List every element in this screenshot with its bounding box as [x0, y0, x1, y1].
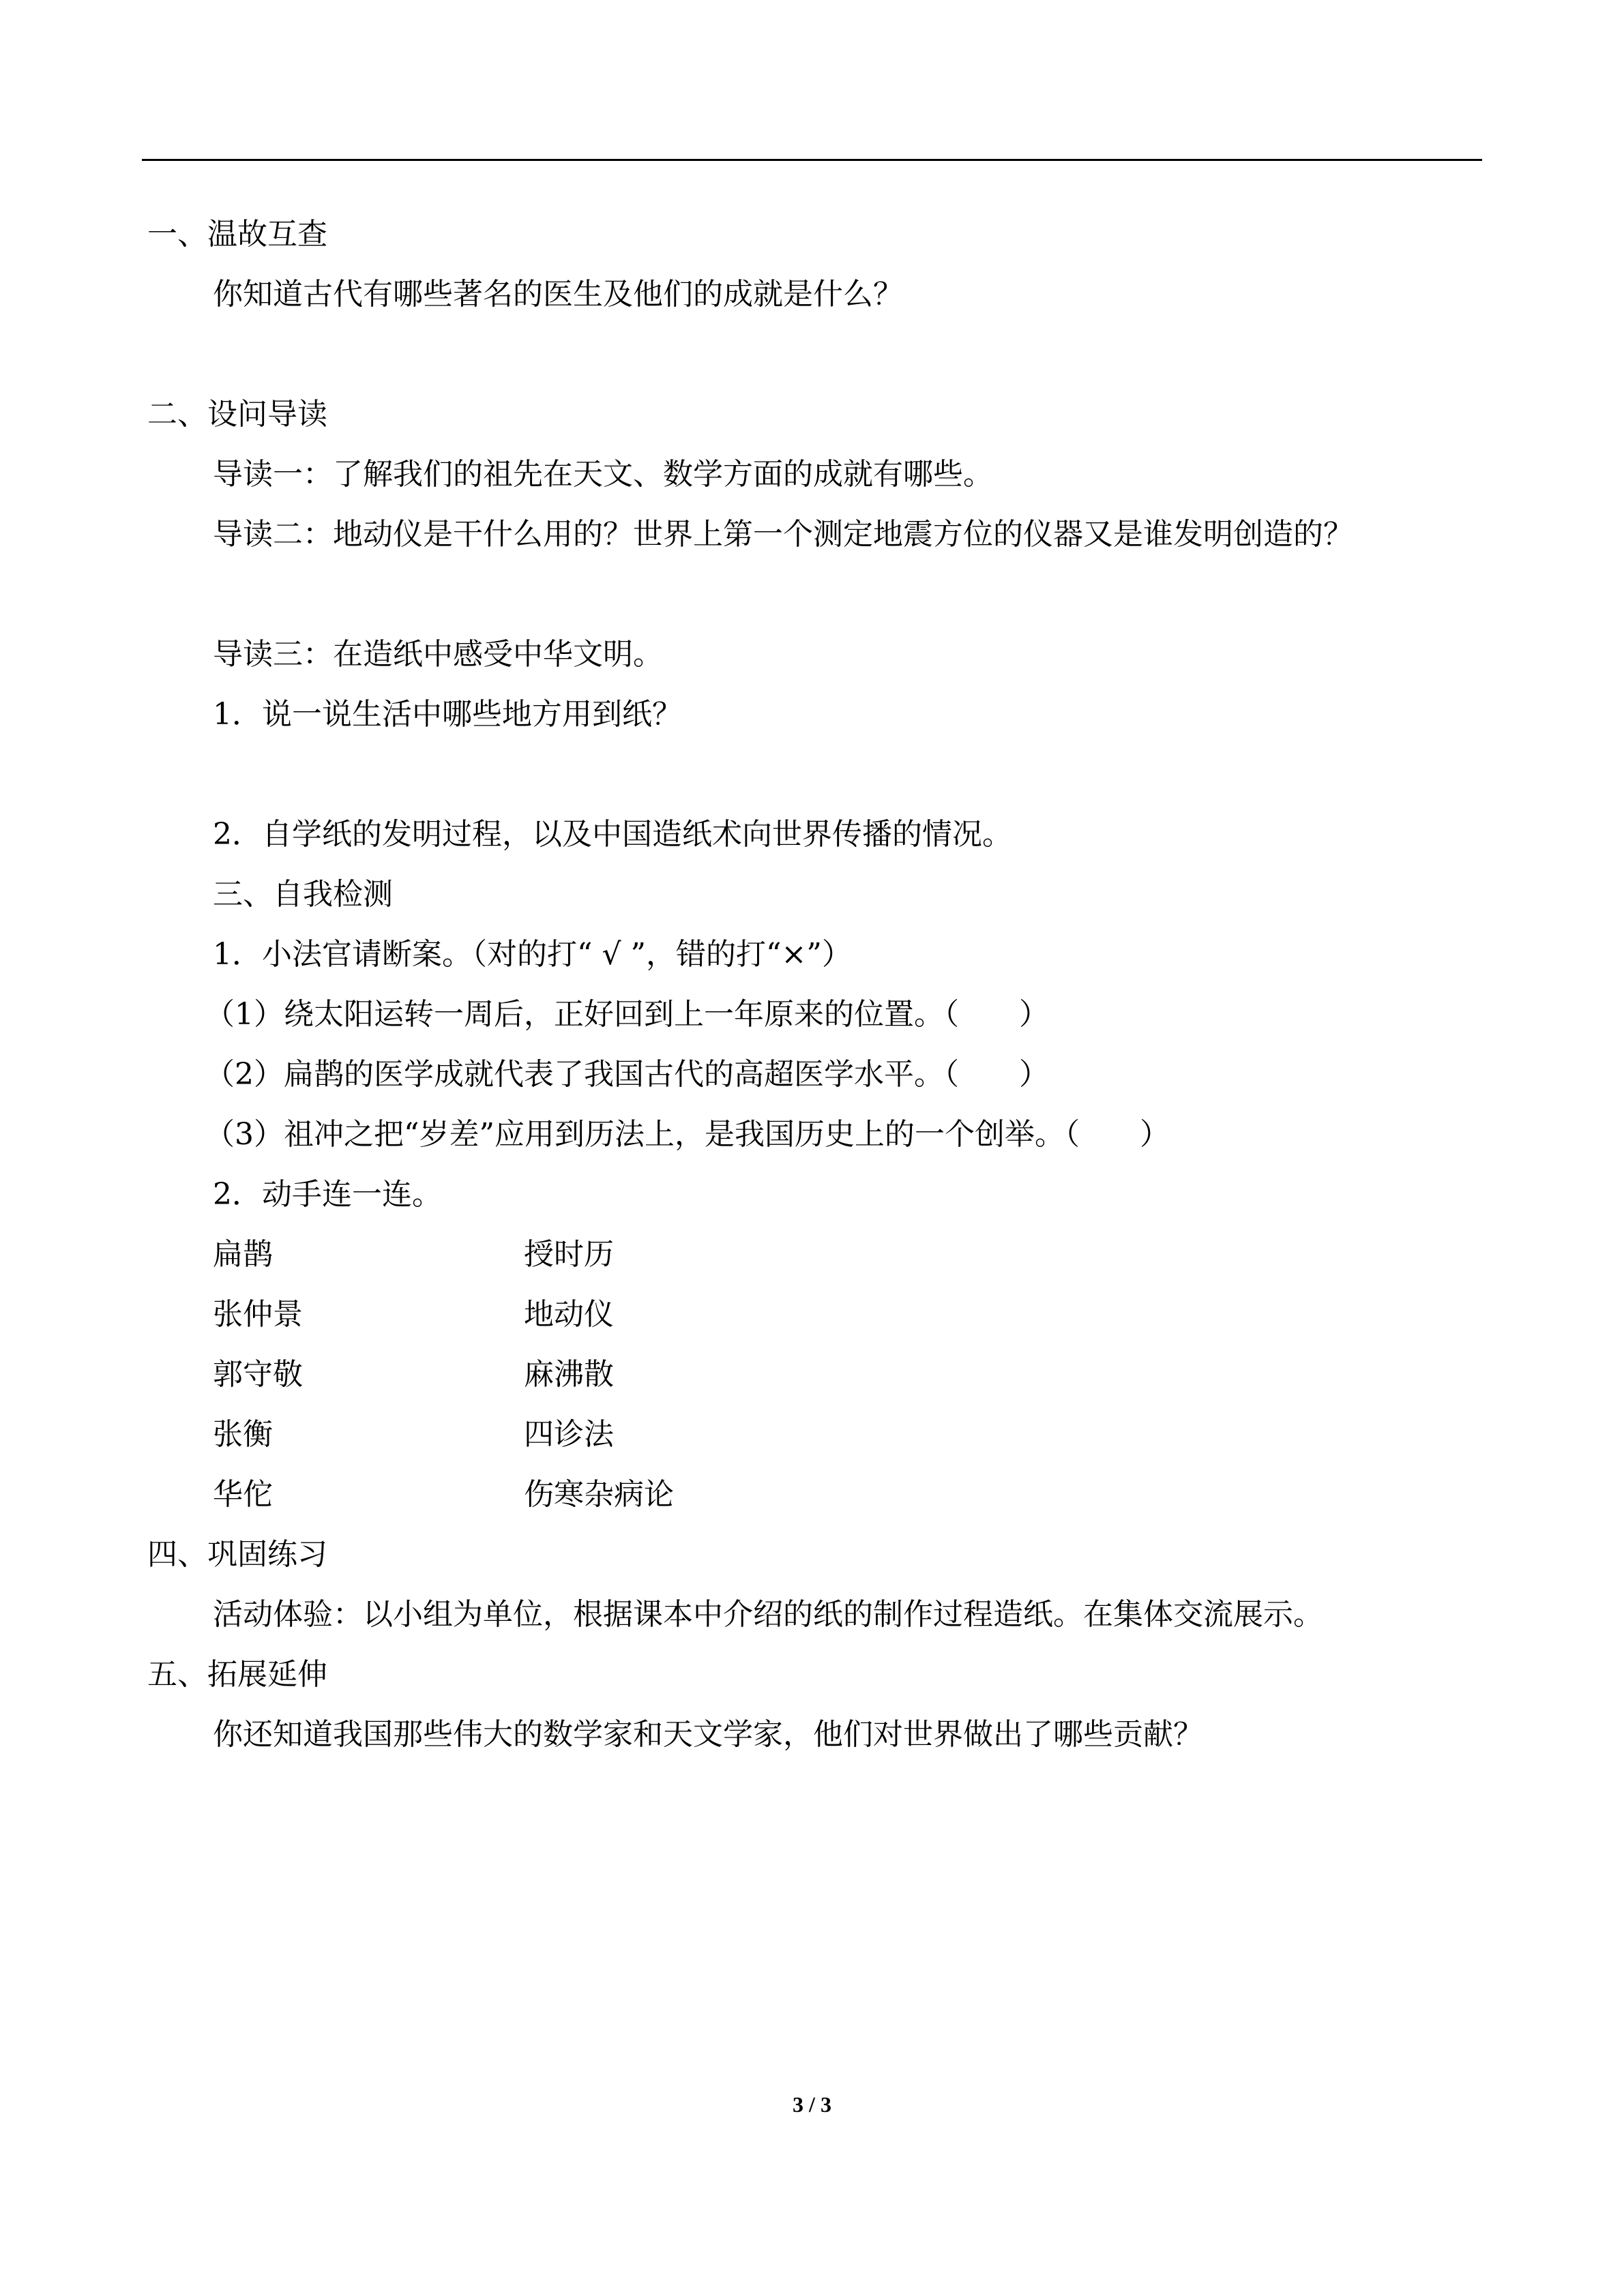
- section-1-heading: 一、温故互查: [147, 217, 327, 252]
- matching-right-item: 授时历: [524, 1237, 614, 1272]
- matching-left-item: 华佗: [213, 1477, 273, 1512]
- matching-left-item: 郭守敬: [213, 1357, 303, 1392]
- section-1-question: 你知道古代有哪些著名的医生及他们的成就是什么？: [213, 277, 903, 312]
- section-4-activity: 活动体验：以小组为单位，根据课本中介绍的纸的制作过程造纸。在集体交流展示。: [213, 1597, 1323, 1632]
- guide-3-item-1: 1．说一说生活中哪些地方用到纸？: [213, 697, 682, 732]
- judge-item: （3）祖冲之把“岁差”应用到历法上，是我国历史上的一个创举。（ ）: [205, 1117, 1170, 1152]
- page-number: 3 / 3: [793, 2092, 831, 2117]
- matching-left-item: 张仲景: [213, 1297, 303, 1332]
- guide-1: 导读一：了解我们的祖先在天文、数学方面的成就有哪些。: [213, 457, 993, 492]
- judge-item: （1）绕太阳运转一周后，正好回到上一年原来的位置。（ ）: [205, 997, 1049, 1032]
- matching-right-item: 地动仪: [524, 1297, 614, 1332]
- header-rule: [142, 159, 1482, 161]
- matching-left-item: 扁鹊: [213, 1237, 273, 1272]
- matching-right-item: 麻沸散: [524, 1357, 614, 1392]
- matching-right-item: 四诊法: [524, 1417, 614, 1452]
- section-5-heading: 五、拓展延伸: [147, 1657, 327, 1692]
- section-3-heading: 三、自我检测: [213, 877, 393, 912]
- section-4-heading: 四、巩固练习: [147, 1537, 327, 1572]
- judge-item: （2）扁鹊的医学成就代表了我国古代的高超医学水平。（ ）: [205, 1057, 1049, 1092]
- guide-2: 导读二：地动仪是干什么用的？世界上第一个测定地震方位的仪器又是谁发明创造的？: [213, 517, 1353, 552]
- matching-title: 2．动手连一连。: [213, 1177, 442, 1212]
- matching-right-item: 伤寒杂病论: [524, 1477, 674, 1512]
- matching-left-item: 张衡: [213, 1417, 273, 1452]
- section-5-question: 你还知道我国那些伟大的数学家和天文学家，他们对世界做出了哪些贡献？: [213, 1717, 1203, 1752]
- section-2-heading: 二、设问导读: [147, 397, 327, 432]
- judge-question-title: 1．小法官请断案。（对的打“ √ ”，错的打“×”）: [213, 937, 852, 972]
- guide-3: 导读三：在造纸中感受中华文明。: [213, 637, 663, 672]
- guide-3-item-2: 2．自学纸的发明过程，以及中国造纸术向世界传播的情况。: [213, 817, 1012, 852]
